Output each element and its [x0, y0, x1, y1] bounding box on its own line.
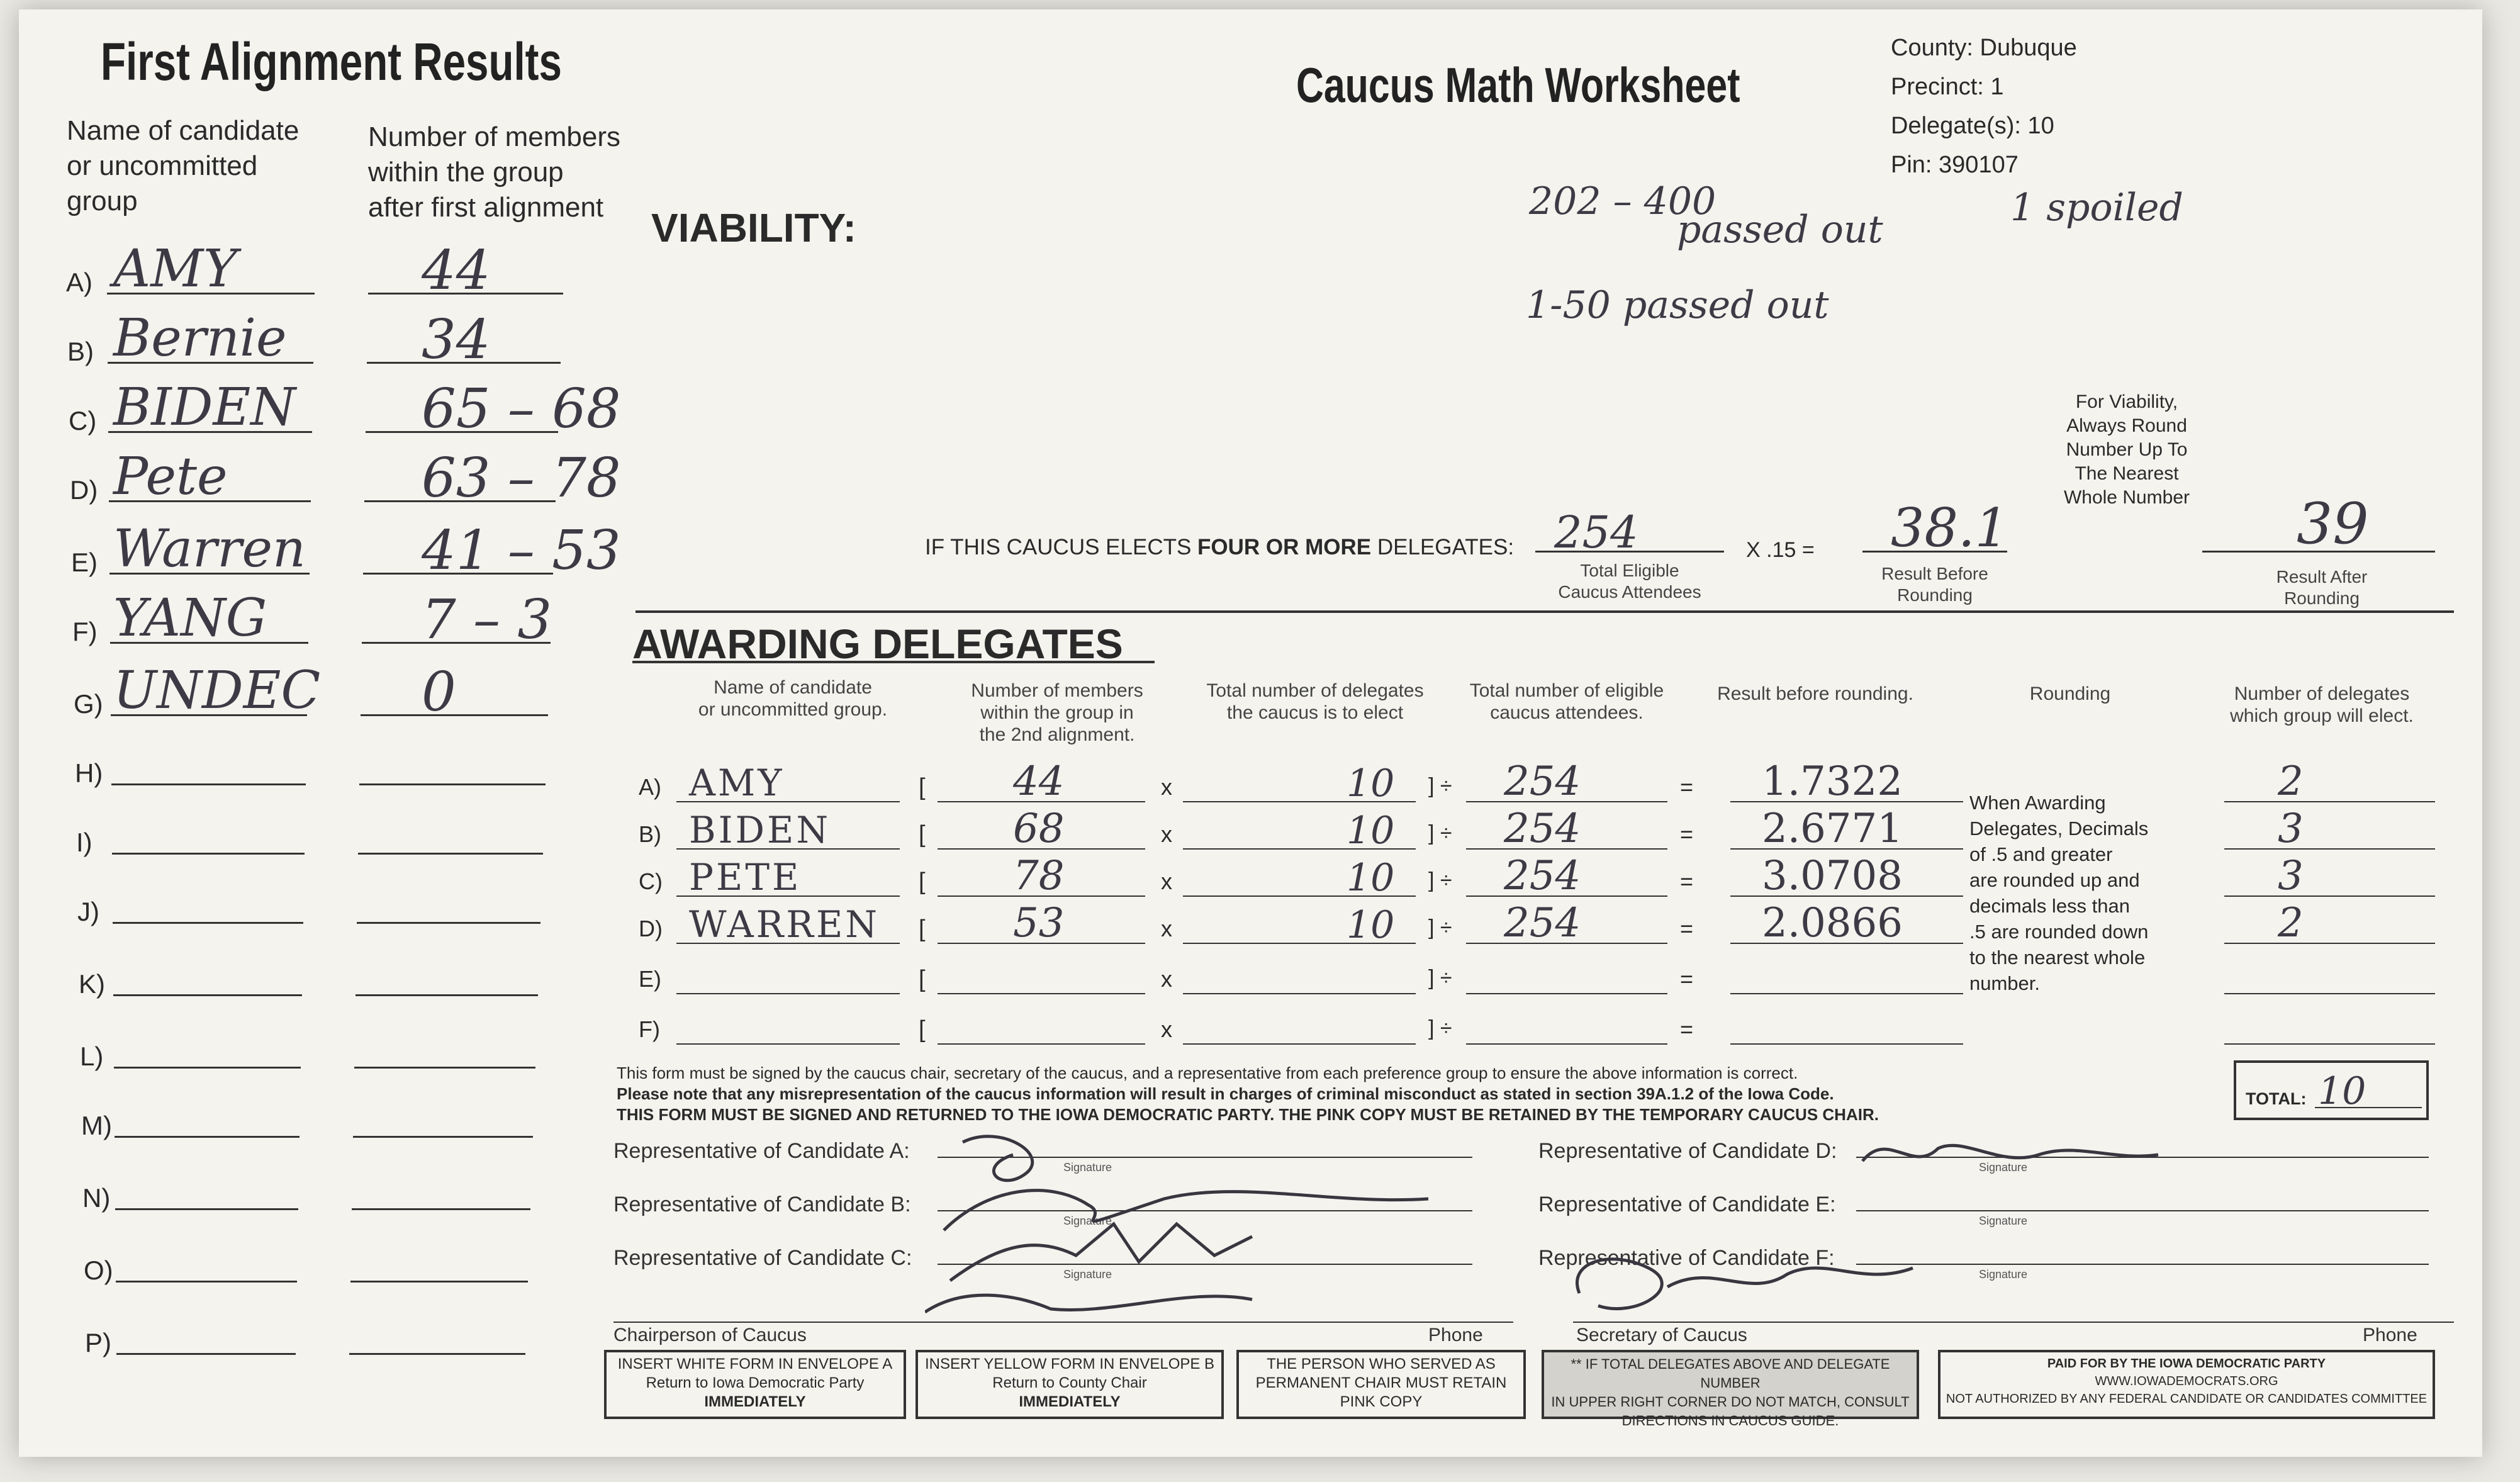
multiplier: X .15 = [1746, 538, 1815, 562]
aw-equals: = [1680, 916, 1694, 941]
chair-label: Chairperson of Caucus [613, 1325, 807, 1345]
first-row-members-line [359, 783, 546, 785]
secretary-phone-label: Phone [2363, 1325, 2417, 1345]
sig-label-c: Signature [1063, 1268, 1112, 1281]
first-row-members-line [350, 1281, 528, 1283]
chair-phone-label: Phone [1428, 1325, 1483, 1345]
col-members-header: Number of members within the group after first alignment [368, 121, 621, 223]
aw-open-bracket: [ [919, 821, 926, 848]
first-row-members[interactable]: 34 [422, 308, 491, 371]
aw-row-letter: C) [639, 868, 663, 894]
secretary-label: Secretary of Caucus [1576, 1325, 1747, 1345]
first-row-letter: N) [82, 1183, 111, 1213]
rep-b-label: Representative of Candidate B: [613, 1193, 911, 1216]
disclaimer-2: Please note that any misrepresentation of the caucus information will result in charges of criminal misconduct as stated in section 39A.1.2 of the Iowa Code. [617, 1084, 1834, 1103]
first-row-name-line [114, 1067, 301, 1069]
envelope-a-box: INSERT WHITE FORM IN ENVELOPE A Return to Iowa Democratic Party IMMEDIATELY [604, 1350, 906, 1419]
aw-row-attendees[interactable]: 254 [1504, 758, 1581, 805]
awarding-title: AWARDING DELEGATES [632, 620, 1123, 667]
first-row-name-line [112, 853, 305, 855]
aw-header-attendees: Total number of eligible caucus attendees. [1469, 680, 1664, 723]
first-row-members-line [357, 922, 540, 924]
aw-attendees-line [1466, 1043, 1667, 1045]
aw-elected-line [2224, 993, 2435, 994]
sig-label-a: Signature [1063, 1161, 1112, 1174]
aw-row-delegates[interactable]: 10 [1347, 761, 1395, 806]
first-row-letter: C) [69, 406, 97, 435]
aw-equals: = [1680, 966, 1694, 992]
aw-times: x [1161, 821, 1172, 847]
aw-attendees-line [1466, 993, 1667, 994]
aw-row-delegates[interactable]: 10 [1347, 809, 1395, 853]
aw-elected-line [2224, 848, 2435, 850]
aw-open-bracket: [ [919, 1016, 926, 1043]
aw-row-attendees[interactable]: 254 [1504, 853, 1581, 899]
first-row-letter: H) [75, 758, 103, 788]
aw-row-delegates[interactable]: 10 [1347, 903, 1395, 947]
signature-scribbles-right [1560, 1136, 2221, 1337]
first-row-letter: B) [67, 337, 94, 366]
aw-row-letter: B) [639, 821, 661, 847]
aw-name-line [676, 993, 900, 994]
aw-open-bracket: [ [919, 916, 926, 942]
first-row-letter: M) [81, 1111, 112, 1140]
aw-row-result[interactable]: 2.6771 [1762, 806, 1903, 852]
first-row-members-line [349, 1353, 525, 1355]
aw-header-result: Result before rounding. [1717, 683, 1913, 704]
first-row-members[interactable]: 63 – 78 [422, 447, 621, 510]
note-passed-out-2: 1-50 passed out [1526, 283, 1829, 327]
envelope-b-box: INSERT YELLOW FORM IN ENVELOPE B Return to County Chair IMMEDIATELY [916, 1350, 1224, 1419]
aw-equals: = [1680, 821, 1694, 847]
first-row-members[interactable]: 41 – 53 [422, 519, 621, 582]
rep-f-label: Representative of Candidate F: [1538, 1246, 1835, 1270]
first-row-name[interactable]: Pete [113, 447, 228, 507]
total-box[interactable] [2234, 1060, 2429, 1120]
first-row-name-line [116, 1353, 296, 1355]
first-row-letter: P) [85, 1328, 111, 1357]
note-range: 202 – 400 [1529, 179, 1716, 223]
first-row-letter: K) [79, 969, 105, 999]
first-row-letter: D) [70, 475, 98, 505]
rep-e-label: Representative of Candidate E: [1538, 1193, 1836, 1216]
first-row-name[interactable]: Warren [113, 519, 306, 579]
col-name-header: Name of candidate or uncommitted group [67, 115, 300, 216]
aw-equals: = [1680, 1016, 1694, 1042]
aw-divide: ] ÷ [1428, 774, 1452, 798]
first-row-letter: F) [72, 617, 98, 646]
aw-row-delegates[interactable]: 10 [1347, 856, 1395, 900]
first-row-members-line [358, 853, 543, 855]
first-row-letter: L) [80, 1041, 104, 1071]
aw-row-elected[interactable]: 2 [2278, 758, 2304, 805]
attendees-label: Total Eligible Caucus Attendees [1558, 561, 1701, 602]
aw-name-line [676, 1043, 900, 1045]
first-row-letter: A) [66, 267, 92, 297]
precinct-info [1891, 28, 2077, 184]
first-row-name-line [115, 1136, 300, 1138]
sig-label-e: Signature [1979, 1215, 2028, 1227]
first-row-members[interactable]: 44 [422, 239, 491, 302]
aw-header-delegates: Total number of delegates the caucus is to elect [1206, 680, 1424, 723]
first-row-name[interactable]: BIDEN [113, 378, 296, 437]
result-after-value: 39 [2297, 491, 2369, 557]
worksheet-title: Caucus Math Worksheet [1296, 57, 1740, 113]
aw-row-attendees[interactable]: 254 [1504, 900, 1581, 946]
first-row-name[interactable]: UNDEC [113, 661, 321, 721]
aw-row-name[interactable]: AMY [689, 761, 785, 804]
paid-for-box: PAID FOR BY THE IOWA DEMOCRATIC PARTY WWW.IOWADEMOCRATS.ORG NOT AUTHORIZED BY ANY FEDERAL CANDIDATE OR CANDIDATES COMMITTEE [1938, 1350, 2435, 1419]
aw-row-elected[interactable]: 2 [2278, 900, 2304, 946]
first-row-letter: G) [74, 689, 103, 719]
result-before-label: Result Before Rounding [1881, 564, 1988, 605]
aw-open-bracket: [ [919, 774, 926, 800]
aw-times: x [1161, 1016, 1172, 1042]
rep-a-label: Representative of Candidate A: [613, 1139, 910, 1163]
first-row-name-line [113, 994, 302, 996]
sig-label-d: Signature [1979, 1161, 2028, 1174]
aw-result-line [1730, 993, 1963, 994]
first-row-members-line [352, 1208, 530, 1210]
first-row-members-line [356, 994, 538, 996]
first-row-letter: O) [84, 1255, 113, 1285]
first-row-name-line [116, 1281, 297, 1283]
first-row-name[interactable]: AMY [113, 239, 238, 299]
first-row-name-line [115, 1208, 298, 1210]
first-row-members[interactable]: 0 [422, 661, 456, 724]
aw-times: x [1161, 868, 1172, 894]
first-row-name[interactable]: YANG [113, 588, 267, 648]
aw-divide: ] ÷ [1428, 916, 1452, 940]
aw-row-members[interactable]: 68 [1013, 806, 1065, 852]
aw-row-elected[interactable]: 3 [2278, 806, 2304, 852]
aw-delegates-line [1183, 1043, 1416, 1045]
aw-row-result[interactable]: 1.7322 [1762, 758, 1903, 805]
aw-times: x [1161, 966, 1172, 992]
total-value: 10 [2318, 1069, 2366, 1113]
aw-row-result[interactable]: 2.0866 [1762, 900, 1903, 946]
first-row-members-line [354, 1067, 535, 1069]
aw-row-letter: E) [639, 966, 661, 992]
aw-row-members[interactable]: 53 [1013, 900, 1065, 946]
mismatch-notice-box: ** IF TOTAL DELEGATES ABOVE AND DELEGATE NUMBER IN UPPER RIGHT CORNER DO NOT MATCH, CONSULT DIRECTIONS IN CAUCUS GUIDE. [1542, 1350, 1919, 1419]
aw-row-name[interactable]: WARREN [689, 903, 880, 946]
rounding-rule-text: When Awarding Delegates, Decimals of .5 and greater are rounded up and decimals less than .5 are rounded down to the nearest whole number. [1969, 792, 2149, 994]
first-row-name[interactable]: Bernie [113, 308, 287, 368]
aw-delegates-line [1183, 993, 1416, 994]
aw-elected-line [2224, 943, 2435, 944]
result-before-value: 38.1 [1891, 497, 2009, 559]
aw-equals: = [1680, 868, 1694, 894]
aw-row-letter: F) [639, 1016, 660, 1042]
attendees-value: 254 [1554, 507, 1638, 558]
rep-d-label: Representative of Candidate D: [1538, 1139, 1837, 1163]
first-row-name-line [113, 922, 303, 924]
first-row-name-line [111, 783, 306, 785]
first-row-members[interactable]: 65 – 68 [422, 378, 621, 441]
aw-header-rounding: Rounding [2029, 683, 2111, 704]
aw-row-name[interactable]: BIDEN [689, 809, 831, 851]
aw-times: x [1161, 916, 1172, 941]
aw-divide: ] ÷ [1428, 966, 1452, 990]
pink-copy-box: THE PERSON WHO SERVED AS PERMANENT CHAIR MUST RETAIN PINK COPY [1236, 1350, 1526, 1419]
result-after-label: Result After Rounding [2276, 567, 2368, 608]
aw-row-members[interactable]: 44 [1013, 758, 1065, 805]
caucus-worksheet-paper [19, 9, 2482, 1457]
sig-label-f: Signature [1979, 1268, 2028, 1281]
aw-row-elected[interactable]: 3 [2278, 853, 2304, 899]
aw-row-name[interactable]: PETE [689, 856, 802, 899]
aw-row-members[interactable]: 78 [1013, 853, 1065, 899]
viability-formula-text: IF THIS CAUCUS ELECTS FOUR OR MORE DELEGATES: [925, 535, 1515, 559]
aw-row-result[interactable]: 3.0708 [1762, 853, 1903, 899]
first-row-letter: E) [71, 547, 98, 577]
aw-members-line [938, 1043, 1145, 1045]
aw-elected-line [2224, 895, 2435, 897]
aw-divide: ] ÷ [1428, 868, 1452, 892]
disclaimer-3: THIS FORM MUST BE SIGNED AND RETURNED TO THE IOWA DEMOCRATIC PARTY. THE PINK COPY MUST BE RETAINED BY THE TEMPORARY CAUCUS CHAIR. [617, 1105, 1879, 1124]
aw-result-line [1730, 1043, 1963, 1045]
sig-label-b: Signature [1063, 1215, 1112, 1227]
aw-open-bracket: [ [919, 966, 926, 992]
precinct-text: Precinct: 1 [1891, 74, 2004, 100]
aw-header-elected: Number of delegates which group will elect. [2230, 683, 2414, 726]
note-spoiled: 1 spoiled [2010, 186, 2183, 230]
aw-members-line [938, 993, 1145, 994]
rep-c-label: Representative of Candidate C: [613, 1246, 912, 1270]
delegates-text: Delegate(s): 10 [1891, 113, 2054, 139]
first-row-letter: J) [77, 897, 99, 926]
viability-label: VIABILITY: [651, 205, 856, 250]
first-alignment-title: First Alignment Results [101, 32, 562, 91]
county-text: County: Dubuque [1891, 35, 2077, 61]
aw-elected-line [2224, 1043, 2435, 1045]
pin-text: Pin: 390107 [1891, 152, 2019, 178]
aw-elected-line [2224, 801, 2435, 802]
first-row-members[interactable]: 7 – 3 [422, 588, 552, 651]
disclaimer-1: This form must be signed by the caucus chair, secretary of the caucus, and a representative from each preference group to ensure the above information is correct. [617, 1064, 1798, 1082]
aw-open-bracket: [ [919, 868, 926, 895]
aw-divide: ] ÷ [1428, 821, 1452, 845]
aw-row-attendees[interactable]: 254 [1504, 806, 1581, 852]
aw-row-letter: A) [639, 774, 661, 800]
aw-equals: = [1680, 774, 1694, 800]
note-passed-out: passed out [1677, 208, 1883, 252]
aw-row-letter: D) [639, 916, 663, 941]
total-label: TOTAL: [2246, 1089, 2307, 1108]
aw-header-members: Number of members within the group in the 2nd alignment. [971, 680, 1143, 745]
round-up-note: For Viability, Always Round Number Up To The Nearest Whole Number [2063, 391, 2190, 508]
aw-header-name: Name of candidate or uncommitted group. [698, 677, 888, 720]
aw-divide: ] ÷ [1428, 1016, 1452, 1040]
first-row-letter: I) [76, 828, 92, 857]
signature-scribbles-left [925, 1130, 1491, 1318]
first-row-members-line [353, 1136, 533, 1138]
aw-times: x [1161, 774, 1172, 800]
